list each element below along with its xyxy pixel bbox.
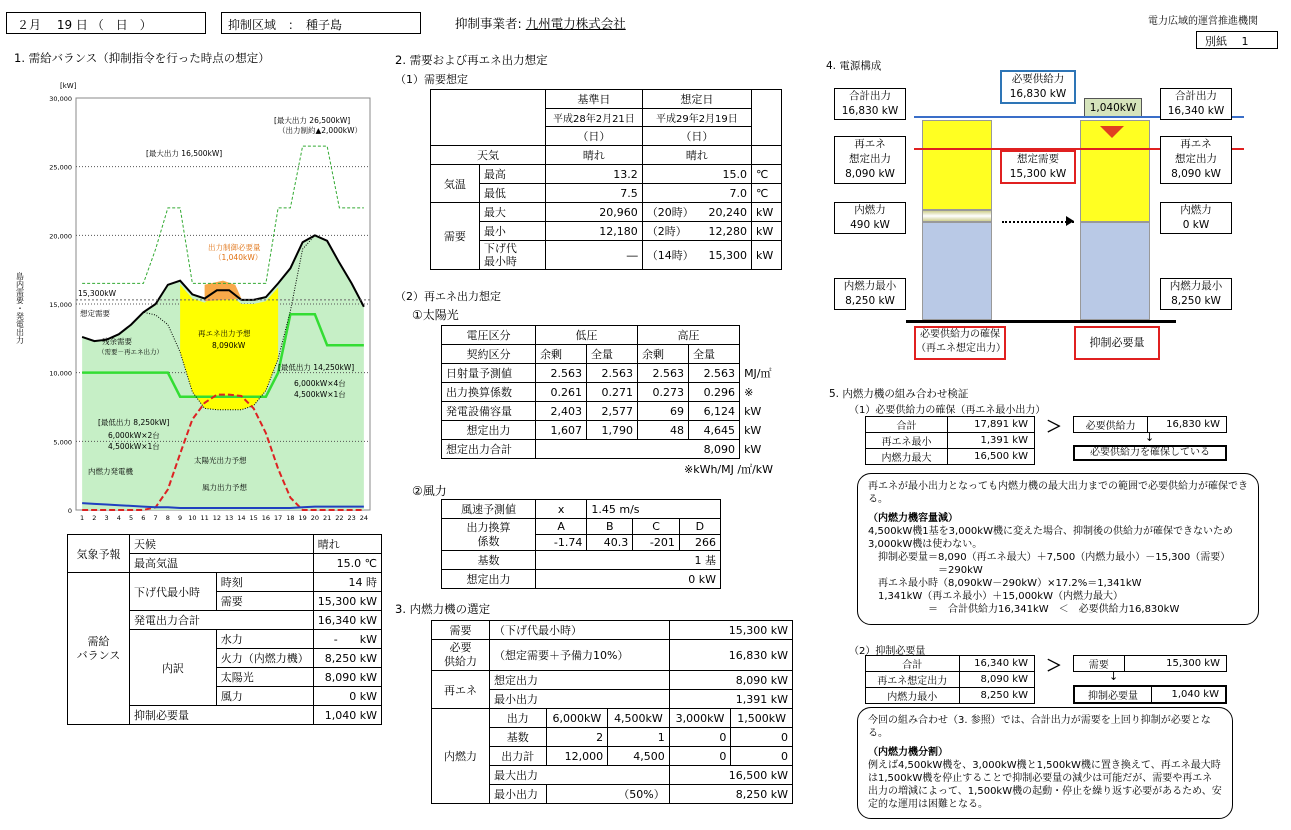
x-tick-label: 15 [249,514,258,522]
x-tick-label: 3 [104,514,109,522]
attachment-box: 別紙 1 [1196,31,1278,49]
x-tick-label: 8 [165,514,170,522]
label-residual-sub: （需要－再エネ出力） [98,348,163,356]
y-unit-label: [kW] [60,82,77,90]
x-tick-label: 19 [298,514,307,522]
section1-table: 気象予報 天候 晴れ 最高気温 15.0 ℃ 需給 バランス 下げ代最小時 時刻 14 時 需要 15,300 kW 発電出力合計 16,340 kW 内訳 水力 - kW 火力（内燃力機） 8,250 kW 太陽光 8,090 kW 風力 0 kW 抑制必要量 1,040 kW [67,534,382,725]
label-units-a2: 4,500kW×1台 [294,390,346,399]
y-tick-label: 15,000 [49,301,72,309]
y-tick-label: 5,000 [53,438,72,447]
label-solar-est: 太陽光出力予想 [194,456,247,465]
check1-table: 合計 17,891 kW 再エネ最小 1,391 kW 内燃力最大 16,500 kW [865,416,1035,465]
check2-table: 合計 16,340 kW 再エネ想定出力 8,090 kW 内燃力最小 8,250 kW [865,655,1035,704]
wind-table: 風速予測値 x 1.45 m/s 出力換算 係数 A B C D -1.74 40.3 -201 266 基数 1 基 想定出力 0 kW [441,499,721,589]
x-tick-label: 10 [188,514,197,522]
y-tick-label: 30,000 [49,95,72,103]
label-min-8250: [最低出力 8,250kW] [98,418,170,427]
section5-sub1: （1）必要供給力の確保（再エネ最小出力） [849,405,1046,416]
label-demand-est: 想定需要 [80,309,110,318]
ok-box: 必要供給力を確保している [1073,445,1227,461]
x-tick-label: 4 [116,514,121,522]
region-box: 抑制区域 ： 種子島 [221,12,421,34]
label-max-26500: [最大出力 26,500kW] [274,116,351,125]
note-unit-split: 今回の組み合わせ（3. 参照）では、合計出力が需要を上回り抑制が必要となる。 （内燃力機分割） 例えば4,500kW機を、3,000kW機と1,500kW機に置き換えて、再エネ最大時は1,500kW機を停止することで抑制必要量の減少は可能だが、需要や再エネ出力の増減によって、1,500kW機の起動・停止を繰り返す必要があるため、安定的な運用は困難となる。 [857,707,1233,819]
gt-sign-1: ＞ [1046,417,1063,436]
x-tick-label: 2 [92,514,97,522]
label-wind-est: 風力出力予想 [202,483,247,492]
section2-sub2: （2）再エネ出力想定 [395,290,501,303]
note-capacity-reduction: 再エネが最小出力となっても内燃力機の最大出力までの範囲で必要供給力が確保できる。 （内燃力機容量減） 4,500kW機1基を3,000kW機に変えた場合、抑制後の供給力が確保できないため3,000kW機は使わない。 抑制必要量＝8,090（再エネ最大）＋7,500（内燃力最小）－15,300（需要） ＝290kW 再エネ最小時（8,090kW－290kW）×17.2%＝1,341kW 1,341kW（再エネ最小）＋15,000kW（内燃力最大） ＝ 合計供給力16,341kW ＜ 必要供給力16,830kW [857,473,1259,625]
x-tick-label: 22 [335,514,344,522]
need-table: 必要供給力 16,830 kW [1073,416,1227,433]
label-15300: 15,300kW [78,288,117,298]
x-tick-label: 16 [261,514,271,522]
demand-supply-chart [16,72,380,530]
curtail-table: 抑制必要量 1,040 kW [1073,685,1227,704]
label-re-est: 再エネ出力予想 [198,329,251,338]
x-tick-label: 6 [141,514,146,522]
section4-title: 4. 電源構成 [826,60,882,72]
section3-title: 3. 内燃力機の選定 [395,602,491,616]
x-tick-label: 13 [224,514,234,522]
operator: 抑制事業者: 九州電力株式会社 [455,16,626,31]
label-min-14250: [最低出力 14,250kW] [278,363,355,372]
x-tick-label: 24 [359,514,369,522]
x-tick-label: 7 [153,514,158,522]
label-units-b1: 6,000kW×2台 [108,431,160,440]
x-tick-label: 11 [200,514,209,522]
demand-table: 需要 15,300 kW [1073,655,1227,672]
label-re-est-val: 8,090kW [212,341,246,350]
demand-forecast-table: 基準日 想定日 平成28年2月21日 平成29年2月19日 （日） （日） 天気 晴れ 晴れ 気温 最高 13.2 15.0 ℃ 最低 7.5 7.0 ℃ 需要 最大 20,960 （20時） 20,240 kW 最小 12,180 （2時） 12,280 kW 下げ代 最小時 ― （14時） 15,300 kW [430,89,782,270]
x-tick-label: 1 [80,514,85,522]
x-tick-label: 20 [310,514,320,522]
x-tick-label: 18 [286,514,295,522]
x-tick-label: 21 [322,514,332,522]
y-tick-label: 10,000 [49,369,72,378]
label-max-26500-note: （出力制約▲2,000kW） [278,126,362,135]
gt-sign-2: ＞ [1046,656,1063,675]
section2-title: 2. 需要および再エネ出力想定 [395,53,548,67]
label-ctrl-need: 出力制御必要量 [208,243,261,252]
x-tick-label: 14 [237,514,246,522]
date-box: ２月 19 日 （ 日 ） [6,12,206,34]
y-axis-title: 島内需要・発電出力 [16,272,25,344]
power-mix-diagram: 1,040kW 合計出力 16,830 kW 必要供給力 16,830 kW 合計出力 16,340 kW 再エネ 想定出力 8,090 kW 想定需要 15,300 kW 再エネ 想定出力 8,090 kW 内燃力 490 kW 内燃力 0 kW 内燃力最小 8,250 kW 内燃力最小 8,250 kW 必要供給力の確保 （再エネ想定出力） 抑制必要量 [834,70,1244,360]
ice-selection-table: 需要 （下げ代最小時） 15,300 kW 必要 供給力 （想定需要＋予備力10%） 16,830 kW 再エネ 想定出力 8,090 kW 最小出力 1,391 kW 内燃力 出力 6,000kW 4,500kW 3,000kW 1,500kW 基数 2 1 0 0 出力計 12,000 4,500 0 0 最大出力 16,500 kW 最小出力 （50%） 8,250 kW [431,620,793,804]
section1-title: 1. 需給バランス（抑制指令を行った時点の想定） [14,51,270,65]
label-units-b2: 4,500kW×1台 [108,442,160,451]
label-max-16500: [最大出力 16,500kW] [146,149,223,158]
y-tick-label: 20,000 [49,232,72,241]
section2-sub1: （1）需要想定 [395,73,468,86]
solar-table: 電圧区分 低圧 高圧 契約区分 余剰 全量 余剰 全量 日射量予測値 2.563 2.563 2.563 2.563 MJ/㎡ 出力換算係数 0.261 0.271 0.273 0.296 ※ 発電設備容量 2,403 2,577 69 6,124 kW 想定出力 1,607 1,790 48 4,645 kW 想定出力合計 8,090 kW [441,325,786,459]
y-tick-label: 25,000 [49,163,72,172]
arrow-1: ↓ [1145,431,1155,444]
org-name: 電力広域的運営推進機関 [1148,16,1258,27]
solar-unit-note: ※kWh/MJ /㎡/kW [684,463,774,476]
wind-heading: ②風力 [412,484,447,498]
label-residual: 残余需要 [102,337,132,346]
x-tick-label: 23 [347,514,356,522]
x-tick-label: 12 [212,514,222,522]
label-ice: 内燃力発電機 [88,467,133,476]
arrow-2: ↓ [1109,670,1119,683]
section5-sub2: （2）抑制必要量 [849,646,926,657]
y-tick-label: 0 [67,507,72,515]
label-ctrl-need-val: （1,040kW） [214,253,263,262]
section5-title: 5. 内燃力機の組み合わせ検証 [829,388,969,400]
x-tick-label: 17 [273,514,283,522]
x-tick-label: 5 [129,514,134,522]
solar-heading: ①太陽光 [412,308,459,322]
label-units-a1: 6,000kW×4台 [294,379,346,388]
x-tick-label: 9 [178,514,183,522]
